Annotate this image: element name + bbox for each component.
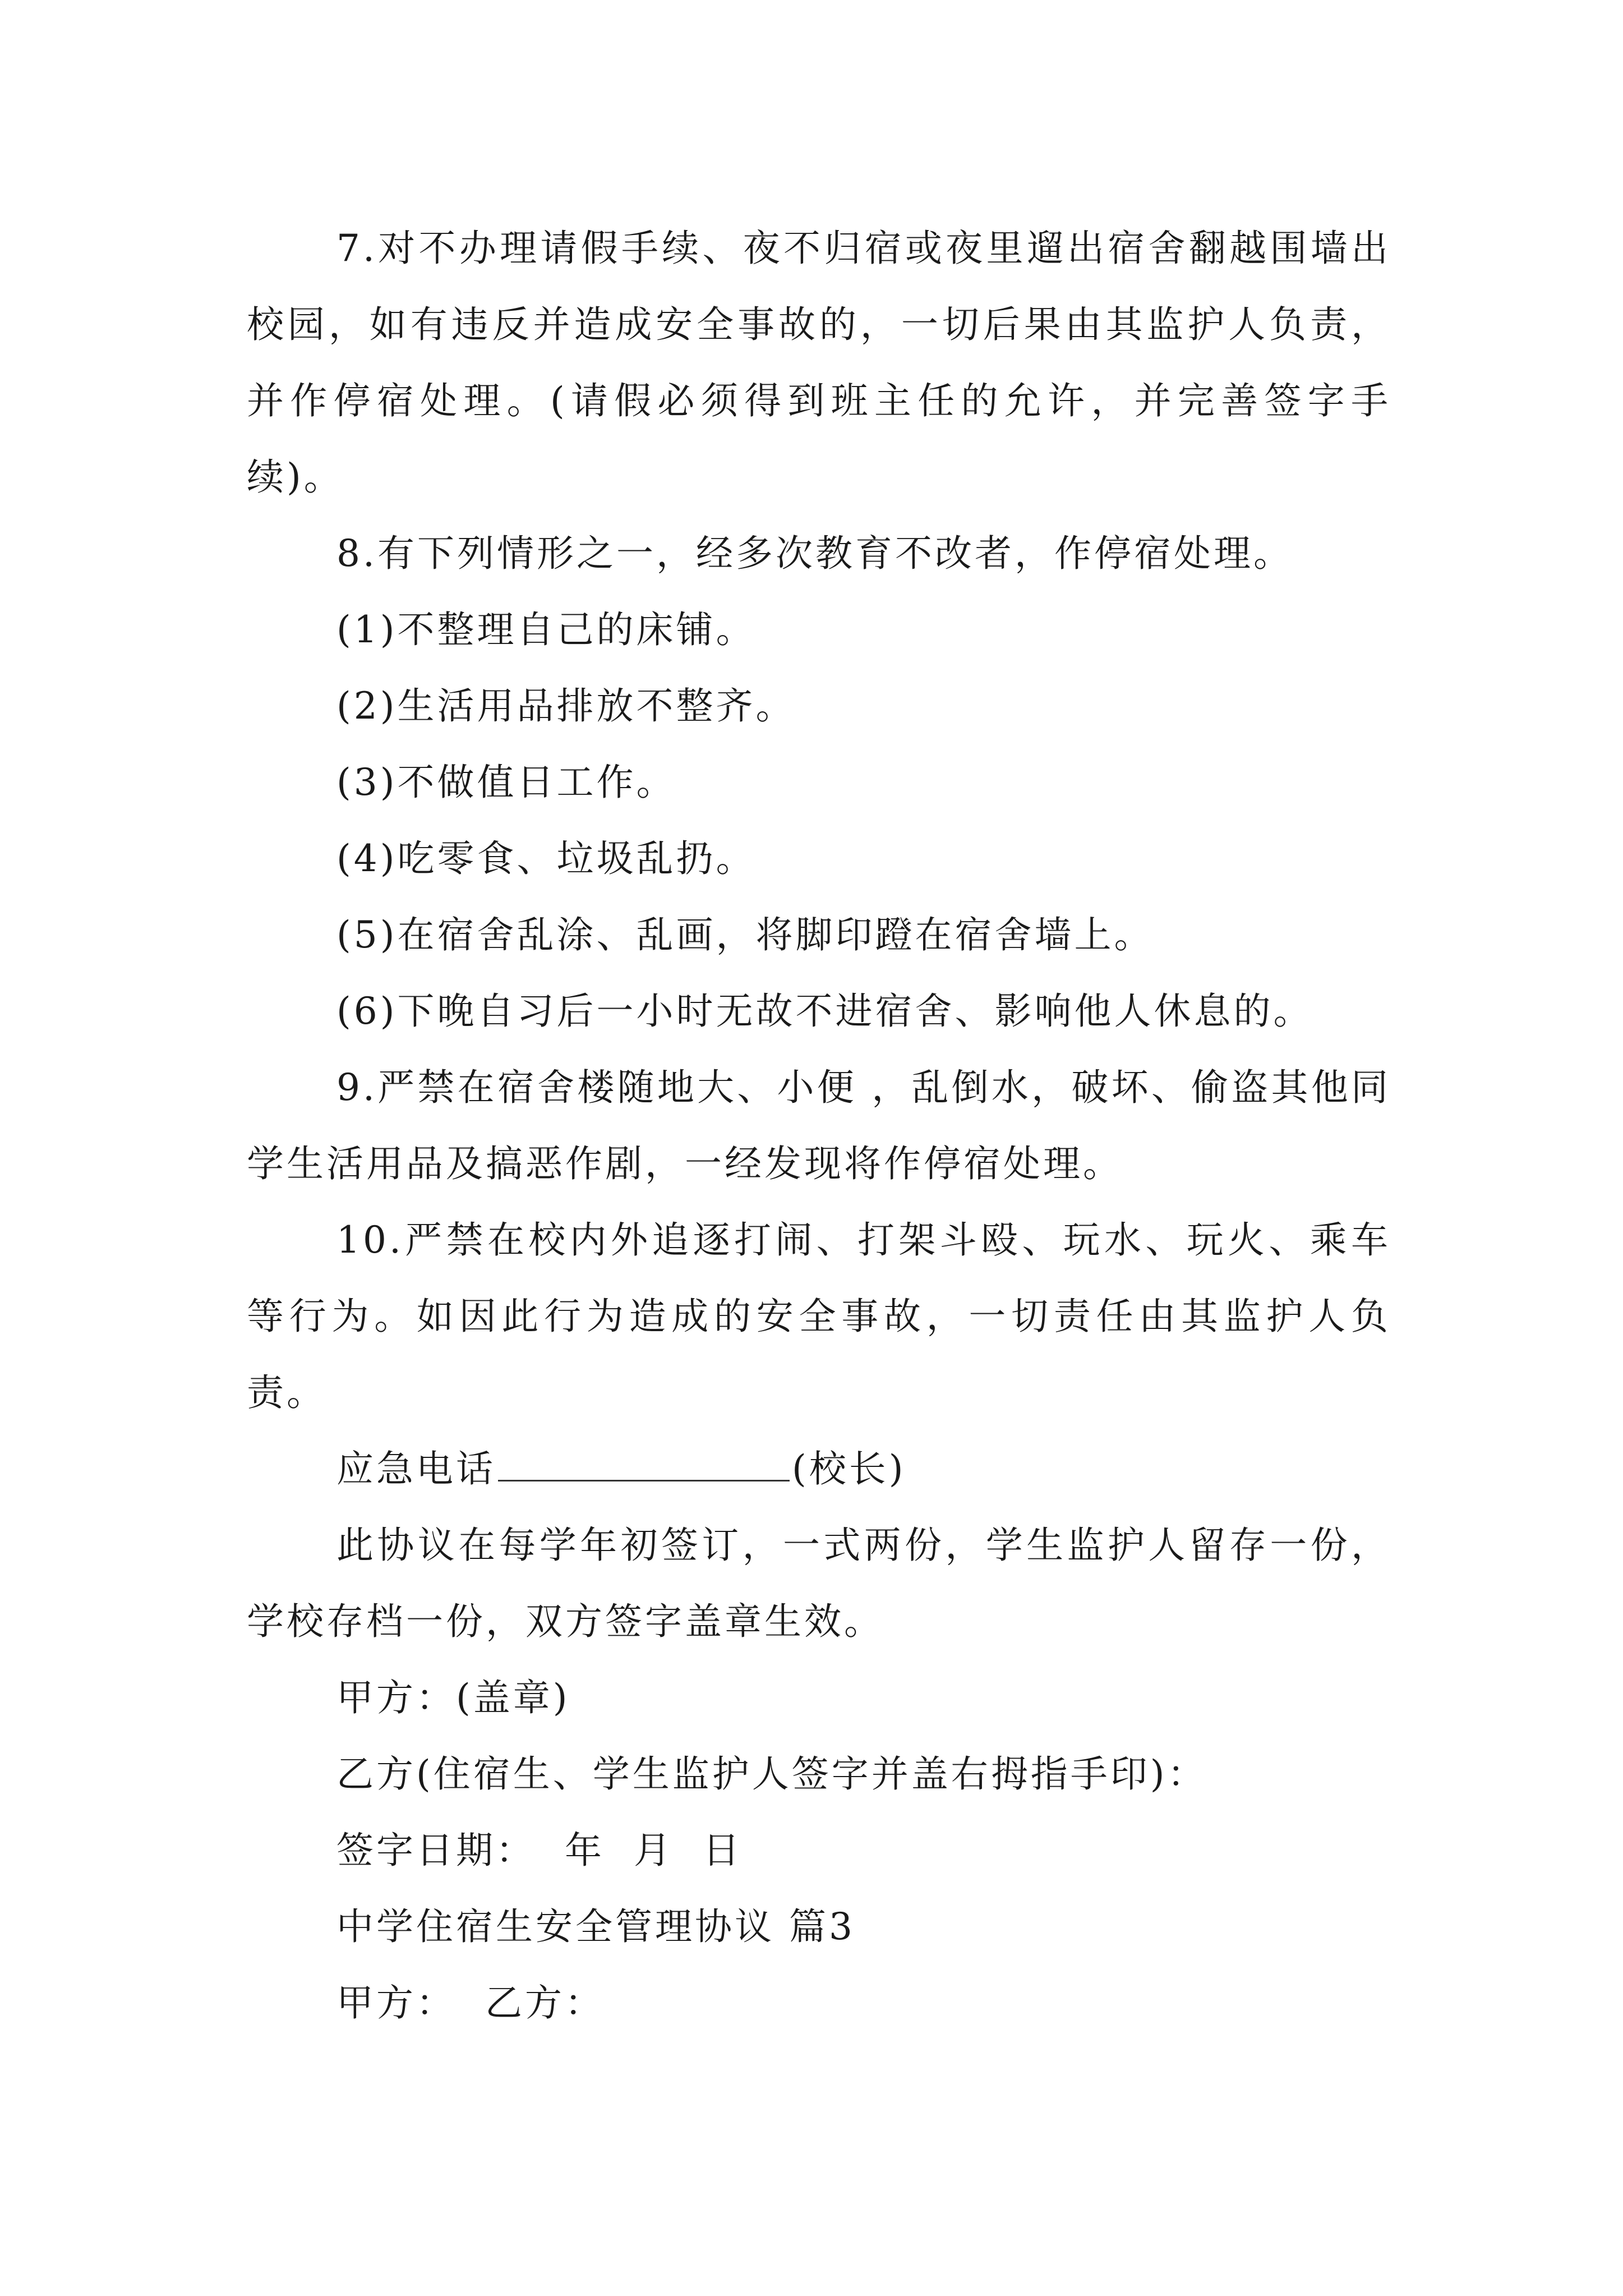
clause-10: 10.严禁在校内外追逐打闹、打架斗殴、玩水、玩火、乘车等行为。如因此行为造成的安全事故，一切责任由其监护人负责。 [247, 1218, 1391, 1414]
clause-9: 9.严禁在宿舍楼随地大、小便 ，乱倒水，破坏、偷盗其他同学生活用品及搞恶作剧，一经发现将作停宿处理。 [247, 1066, 1391, 1185]
clause-8-item-6: (6)下晚自习后一小时无故不进宿舍、影响他人休息的。 [336, 990, 1313, 1033]
document-body [247, 210, 1391, 2041]
section-title: 中学住宿生安全管理协议 篇3 [336, 1905, 855, 1948]
party-a-seal: 甲方：(盖章) [336, 1676, 570, 1719]
clause-8: 8.有下列情形之一，经多次教育不改者，作停宿处理。 [336, 532, 1293, 575]
sign-date: 签字日期： 年 月 日 [336, 1829, 743, 1872]
agreement-note: 此协议在每学年初签订，一式两份，学生监护人留存一份，学校存档一份，双方签字盖章生效。 [247, 1524, 1391, 1643]
emergency-phone-label: 应急电话 [336, 1447, 496, 1490]
clause-8-item-3: (3)不做值日工作。 [336, 761, 676, 804]
clause-8-item-4: (4)吃零食、垃圾乱扔。 [336, 837, 756, 880]
clause-8-item-1: (1)不整理自己的床铺。 [336, 608, 756, 651]
clause-8-item-5: (5)在宿舍乱涂、乱画，将脚印蹬在宿舍墙上。 [336, 913, 1154, 956]
clause-8-item-2: (2)生活用品排放不整齐。 [336, 684, 796, 728]
party-b-signature: 乙方(住宿生、学生监护人签字并盖右拇指手印)： [336, 1752, 1207, 1796]
emergency-phone-blank [498, 1446, 790, 1481]
parties-line: 甲方： 乙方： [336, 1981, 605, 2024]
clause-7: 7.对不办理请假手续、夜不归宿或夜里遛出宿舍翻越围墙出校园，如有违反并造成安全事故的，一切后果由其监护人负责，并作停宿处理。(请假必须得到班主任的允许，并完善签字手续)。 [247, 227, 1391, 499]
emergency-phone-line [247, 1431, 1391, 1507]
emergency-phone-suffix: (校长) [792, 1447, 906, 1490]
